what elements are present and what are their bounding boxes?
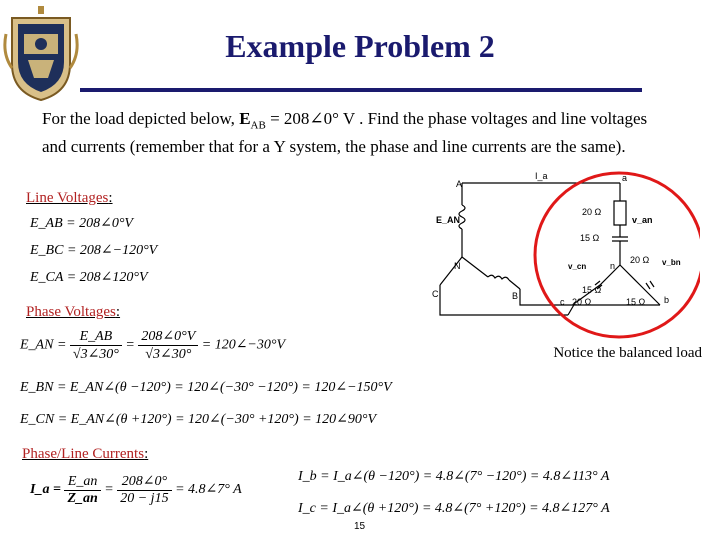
ia-result: = 4.8∠7° A <box>175 482 242 498</box>
phase-voltages-heading <box>26 304 120 321</box>
intro-eab-sub: AB <box>250 119 266 132</box>
node-c-upper: C <box>432 289 439 299</box>
node-n-lower: n <box>610 261 616 271</box>
ean-frac2-num: 208∠0°V <box>138 328 198 346</box>
node-a-lower: a <box>622 173 628 183</box>
circuit-labels <box>432 171 681 307</box>
ia-frac1-num: E_an <box>64 474 100 491</box>
ia-lhs: I_a = <box>30 482 61 498</box>
line-voltages-heading-text: Line Voltages <box>26 190 109 206</box>
ia-fraction-2 <box>117 473 171 507</box>
ean-frac1-den: √3∠30° <box>72 346 119 362</box>
label-vcn: v_cn <box>568 262 587 271</box>
line-voltages-heading <box>26 190 113 207</box>
currents-heading <box>22 446 148 463</box>
intro-prefix: For the load depicted below, <box>42 109 240 128</box>
page-number: 15 <box>354 521 366 532</box>
title-divider <box>80 88 642 92</box>
capacitor-right-label: 15 Ω <box>626 297 646 307</box>
eq-eab: E_AB = 208∠0°V <box>30 216 133 231</box>
ean-frac1-num: E_AB <box>70 329 122 346</box>
intro-eab-value: = 208∠0° V . Find the phase voltages and line voltages and currents (remember that for a Y system, the phase and line currents are the same). <box>42 109 648 157</box>
eq-ebc: E_BC = 208∠−120°V <box>30 243 158 258</box>
node-c-lower: c <box>560 297 565 307</box>
resistor-left-label: 20 Ω <box>572 297 592 307</box>
line-voltages-colon: : <box>108 190 113 206</box>
label-ean: E_AN <box>436 215 461 225</box>
source-coil-b <box>488 275 509 280</box>
ean-frac2-den: √3∠30° <box>145 347 192 362</box>
label-van: v_an <box>632 215 653 225</box>
ia-frac2-den: 20 − j15 <box>120 491 169 506</box>
node-b-upper: B <box>512 291 519 301</box>
node-b-lower: b <box>664 295 670 305</box>
phase-voltages-colon: : <box>115 304 121 320</box>
eq-ebn: E_BN = E_AN∠(θ −120°) = 120∠(−30° −120°) = 120∠−150°V <box>20 380 392 395</box>
ean-result: = 120∠−30°V <box>201 337 286 353</box>
balanced-load-highlight <box>535 173 700 337</box>
ia-frac2-num: 208∠0° <box>117 473 171 491</box>
balanced-load-note: Notice the balanced load <box>553 345 702 361</box>
ia-equals: = <box>104 482 114 498</box>
eq-ic: I_c = I_a∠(θ +120°) = 4.8∠(7° +120°) = 4.8∠127° A <box>298 501 610 516</box>
currents-colon: : <box>144 446 149 462</box>
currents-heading-text: Phase/Line Currents <box>22 446 145 462</box>
node-a-upper: A <box>456 179 463 189</box>
ean-equals: = <box>125 337 135 353</box>
intro-eab-symbol: E <box>239 109 251 128</box>
eq-ia <box>30 473 242 507</box>
capacitor-left-label: 15 Ω <box>582 285 602 295</box>
ia-frac1-den: Z_an <box>67 490 98 506</box>
capacitor-top-label: 15 Ω <box>580 233 600 243</box>
label-ia: I_a <box>535 171 548 181</box>
eq-eca: E_CA = 208∠120°V <box>30 270 148 285</box>
eq-ean <box>20 328 285 363</box>
ean-fraction-1 <box>70 329 122 363</box>
ean-fraction-2 <box>138 328 198 363</box>
y-circuit-diagram <box>400 165 700 345</box>
ean-lhs: E_AN = <box>20 337 67 353</box>
node-n-upper: N <box>454 261 461 271</box>
problem-statement <box>42 108 672 158</box>
label-vbn: v_bn <box>662 258 681 267</box>
resistor-top-label: 20 Ω <box>582 207 602 217</box>
eq-ib: I_b = I_a∠(θ −120°) = 4.8∠(7° −120°) = 4.8∠113° A <box>298 469 610 484</box>
page-title: Example Problem 2 <box>225 28 495 64</box>
phase-voltages-heading-text: Phase Voltages <box>26 304 116 320</box>
ia-fraction-1 <box>64 474 100 507</box>
eq-ecn: E_CN = E_AN∠(θ +120°) = 120∠(−30° +120°) = 120∠90°V <box>20 412 377 427</box>
resistor-mid-label: 20 Ω <box>630 255 650 265</box>
